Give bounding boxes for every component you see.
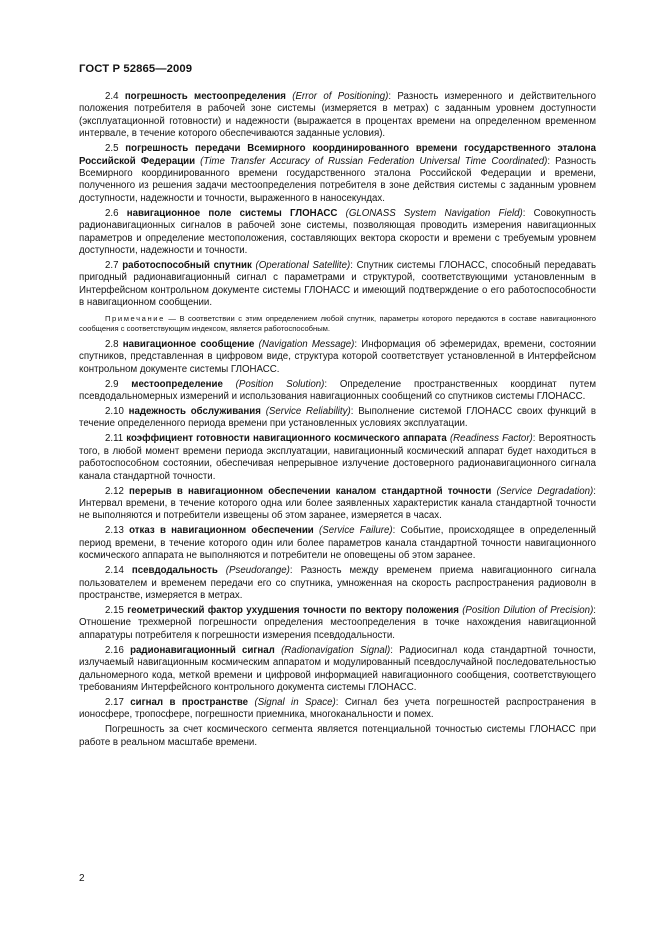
term-number: 2.15 — [105, 604, 124, 616]
term-2-12 — [79, 486, 596, 523]
term-english: (Radionavigation Signal) — [281, 644, 391, 656]
term-english: (Operational Satellite) — [255, 260, 351, 272]
term-definition: : Информация об эфемеридах, времени, состоянии спутников, представленная в цифровом виде, структура которой соответствует установленной в Интерфейсном контрольном документе системы ГЛОНАСС. — [79, 338, 596, 375]
term-definition: : Совокупность радионавигационных сигналов в рабочей зоне системы, позволяющая проводить измерения навигационных параметров и определение местоположения, составляющих вектора скорости и времени с требуемым уровнем доступности, надежности и точности. — [79, 207, 596, 257]
term-number: 2.6 — [105, 207, 119, 219]
term-english: (Service Failure) — [319, 525, 393, 537]
term-2-6 — [79, 208, 596, 258]
term-2-7 — [79, 260, 596, 310]
term-definition: : Разность Всемирного координированного времени государственного эталона Российской Федерации и времени, полученного из решения задачи местоопределения потребителя в зоне действия системы с заданным уровнем доступности, надежности и точности, выраженного в наносекундах. — [79, 155, 597, 204]
term-english: (Service Reliability) — [265, 405, 351, 417]
term-name: коэффициент готовности навигационного космического аппарата — [126, 433, 447, 445]
term-name: псевдодальность — [131, 565, 218, 577]
term-name: погрешность передачи Всемирного координированного времени государственного эталона Российской Федерации — [79, 143, 596, 167]
term-2-4 — [79, 91, 596, 141]
term-english: (Service Degradation) — [496, 485, 594, 497]
term-definition: : Сигнал без учета погрешностей распространения в ионосфере, тропосфере, погрешности приемника, многоканальности и помех. — [79, 697, 596, 721]
term-2-13 — [79, 525, 596, 562]
term-2-11 — [79, 433, 596, 483]
term-english: (Signal in Space) — [254, 697, 336, 708]
term-name: отказ в навигационном обеспечении — [129, 525, 314, 537]
term-2-16 — [79, 645, 596, 695]
term-english: (Error of Positioning) — [292, 91, 389, 102]
term-2-8 — [79, 339, 596, 376]
term-2-5 — [79, 143, 596, 205]
term-english: (GLONASS System Navigation Field) — [345, 207, 523, 219]
term-name: навигационное поле системы ГЛОНАСС — [126, 207, 338, 219]
term-definition: : Спутник системы ГЛОНАСС, способный передавать пригодный радионавигационный сигнал с параметрами и структурой, соответствующими установленным в Интерфейсном контрольном документе системы ГЛОНАСС и имеющий подтверждение о его работоспособности в навигационном сообщении. — [79, 260, 596, 309]
term-number: 2.10 — [105, 405, 124, 417]
term-number: 2.17 — [105, 697, 124, 708]
term-number: 2.8 — [105, 338, 119, 350]
term-name: сигнал в пространстве — [130, 697, 249, 708]
term-name: погрешность местоопределения — [124, 91, 286, 102]
term-number: 2.16 — [105, 644, 124, 656]
term-2-14 — [79, 565, 596, 602]
term-definition: : Выполнение системой ГЛОНАСС своих функций в течение определенного периода времени при установленных условиях эксплуатации. — [79, 405, 596, 430]
term-name: надежность обслуживания — [128, 405, 261, 417]
term-number: 2.7 — [105, 260, 119, 272]
note-paragraph — [79, 314, 596, 334]
term-english: (Position Dilution of Precision) — [462, 604, 594, 616]
term-number: 2.4 — [105, 91, 119, 102]
term-number: 2.11 — [105, 433, 124, 445]
standard-header: ГОСТ Р 52865—2009 — [79, 63, 193, 75]
term-definition: : Вероятность того, в любой момент времени периода эксплуатации, навигационный космический аппарат будет находиться в работоспособном состоянии, обеспечивая непрерывное излучение достоверного радионавигационного сигнала канала стандартной точности. — [79, 433, 596, 482]
term-2-15 — [79, 605, 596, 642]
term-number: 2.5 — [105, 143, 119, 155]
term-2-17 — [79, 697, 596, 722]
note-label: Примечание — [105, 313, 165, 323]
note-text: — В соответствии с этим определением любой спутник, параметры которого передаются в составе навигационного сообщения с соответствующим индексом, является работоспособным. — [79, 313, 596, 333]
term-english: (Navigation Message) — [258, 338, 355, 350]
term-definition: : Определение пространственных координат путем псевдодальномерных измерений и использования навигационных сообщений со спутников системы ГЛОНАСС. — [79, 378, 596, 402]
term-number: 2.12 — [105, 485, 124, 497]
term-definition: : Интервал времени, в течение которого одна или более заявленных характеристик канала стандартной точности не выполняются и потребители извещены об этом заранее, измеряется в часах. — [79, 485, 596, 522]
term-english: (Readiness Factor) — [449, 433, 533, 445]
term-2-9 — [79, 379, 596, 404]
term-name: радионавигационный сигнал — [130, 644, 275, 656]
term-name: перерыв в навигационном обеспечении каналом стандартной точности — [129, 485, 492, 497]
document-body — [79, 91, 596, 752]
term-name: навигационное сообщение — [122, 338, 255, 350]
term-definition: : Событие, происходящее в определенный период времени, в течение которого один или более параметров канала стандартной точности навигационного космического аппарата не выполняются и потребители не оповещены об этом заранее. — [79, 525, 596, 562]
term-number: 2.14 — [105, 565, 124, 577]
page-number: 2 — [79, 873, 85, 884]
term-number: 2.9 — [105, 378, 119, 390]
term-definition: : Разность между временем приема навигационного сигнала пользователем и временем передачи его со спутника, умноженная на скорость распространения радиоволн в пространстве, измеряется в метрах. — [79, 565, 596, 601]
term-definition: : Разность измеренного и действительного положения потребителя в рабочей зоне системы (измеряется в метрах) с заданным уровнем доступности (эксплуатационной готовности) и надежности (выражается в процентах времени на определенном временном интервале, в течение которого обеспечиваются заданные условия). — [79, 91, 596, 140]
term-name: местоопределение — [131, 378, 223, 390]
term-2-10 — [79, 406, 596, 431]
term-english: (Pseudorange) — [225, 565, 290, 577]
term-number: 2.13 — [105, 525, 124, 537]
term-definition: : Отношение трехмерной погрешности определения местоопределения в точке нахождения навигационной аппаратуры потребителя к погрешности измерения псевдодальности. — [79, 604, 596, 641]
term-english: (Position Solution) — [235, 378, 325, 390]
term-name: геометрический фактор ухудшения точности по вектору положения — [127, 604, 459, 616]
term-english: (Time Transfer Accuracy of Russian Federation Universal Time Coordinated) — [200, 155, 548, 167]
term-name: работоспособный спутник — [122, 260, 252, 272]
closing-paragraph: Погрешность за счет космического сегмента является потенциальной точностью системы ГЛОНАСС при работе в реальном масштабе времени. — [79, 724, 596, 748]
term-definition: : Радиосигнал кода стандартной точности, излучаемый навигационным космическим аппаратом и модулированный псевдослучайной последовательностью дальномерного кода, меткой времени и цифровой информацией навигационного сообщения, соответствующего требованиям Интерфейсного контрольного документа системы ГЛОНАСС. — [79, 644, 597, 693]
